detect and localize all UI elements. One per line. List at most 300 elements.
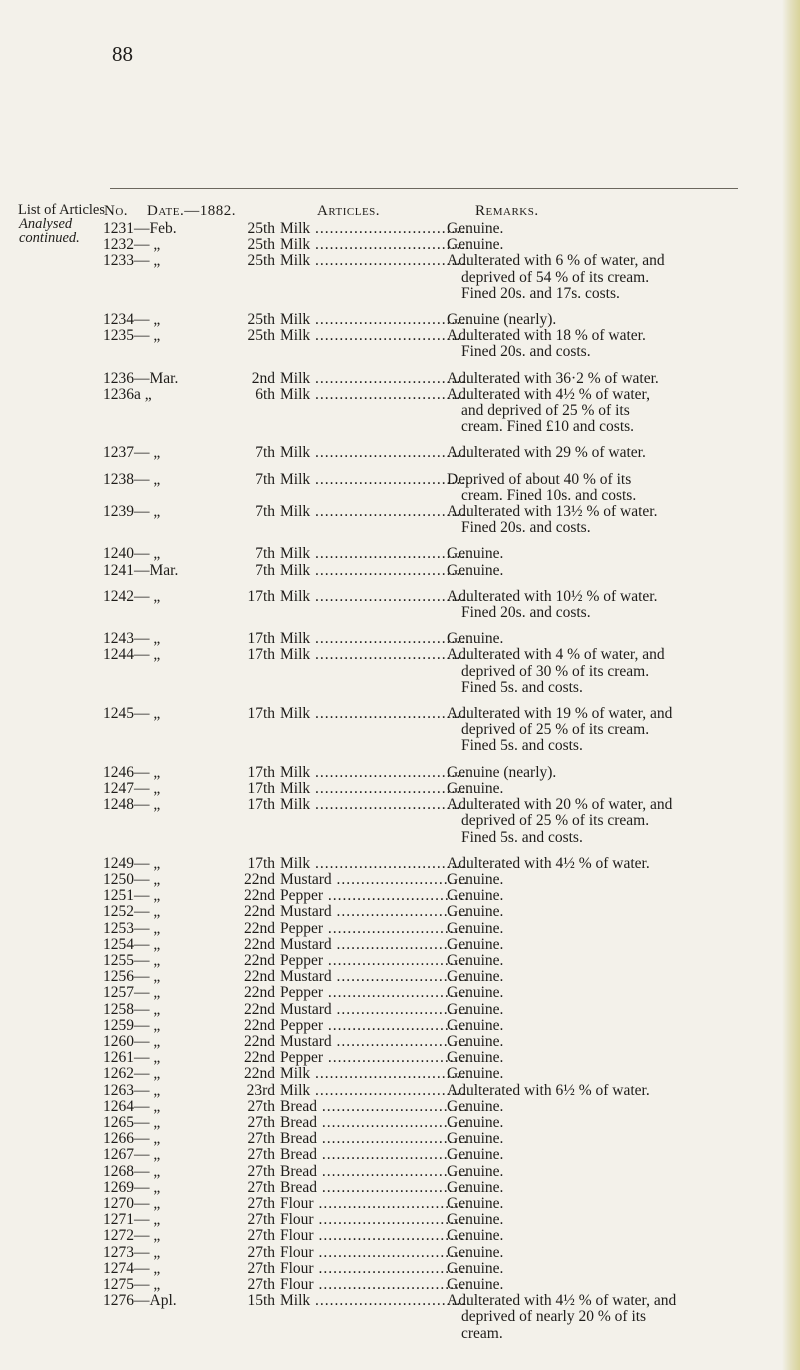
entry-day: 27th	[247, 1113, 275, 1131]
entry-day: 27th	[247, 1227, 275, 1245]
entry-number: 1269— „	[103, 1178, 161, 1196]
entry-article	[280, 371, 468, 387]
entry-day: 17th	[247, 796, 275, 814]
entry-number: 1247— „	[103, 779, 161, 797]
entry-row	[0, 953, 800, 969]
entry-remarks	[447, 371, 753, 387]
entry-number: 1243— „	[103, 630, 161, 648]
entry-day: 17th	[247, 779, 275, 797]
entry-day: 27th	[247, 1275, 275, 1293]
entry-remarks	[447, 1196, 753, 1212]
entry-article-label: Flour	[280, 1260, 314, 1277]
entry-remarks	[447, 706, 753, 755]
header-remarks: Remarks.	[475, 203, 539, 219]
entry-article	[280, 1066, 468, 1082]
entry-number: 1232— „	[103, 236, 161, 254]
entry-remarks	[447, 504, 753, 536]
entry-article-label: Milk	[280, 445, 311, 462]
entry-remarks-line: cream.	[461, 1324, 503, 1342]
entry-number: 1266— „	[103, 1130, 161, 1148]
header-no: No.	[104, 203, 129, 219]
entry-number: 1251— „	[103, 887, 161, 905]
entry-remarks-line: Adulterated with 4½ % of water,	[447, 385, 650, 403]
entry-row	[0, 888, 800, 904]
entry-article-label: Milk	[280, 1066, 311, 1083]
entry-remarks	[447, 312, 753, 328]
entry-article	[280, 872, 468, 888]
entry-article	[280, 253, 468, 269]
entry-day: 22nd	[244, 870, 275, 888]
entry-row	[0, 504, 800, 536]
entry-remarks-line: Fined 20s. and costs.	[461, 519, 591, 537]
entry-article-label: Milk	[280, 504, 311, 521]
entry-remarks	[447, 781, 753, 797]
entry-remarks-line: Genuine.	[447, 1178, 504, 1196]
entry-remarks-line: Adulterated with 29 % of water.	[447, 444, 646, 462]
entry-row	[0, 647, 800, 696]
entry-article-label: Milk	[280, 1293, 311, 1310]
entries-table	[0, 221, 800, 1342]
entry-article-label: Milk	[280, 588, 311, 605]
entry-article-label: Milk	[280, 312, 311, 329]
entry-article	[280, 1228, 468, 1244]
entry-article	[280, 1002, 468, 1018]
entry-day: 22nd	[244, 935, 275, 953]
entry-row	[0, 445, 800, 461]
entry-article	[280, 888, 468, 904]
entry-remarks-line: Adulterated with 4½ % of water, and	[447, 1292, 677, 1310]
entry-remarks-line: deprived of 30 % of its cream.	[461, 662, 650, 680]
entry-day: 27th	[247, 1162, 275, 1180]
entry-remarks	[447, 1228, 753, 1244]
entry-article-label: Flour	[280, 1276, 314, 1293]
entry-number: 1248— „	[103, 796, 161, 814]
entry-article	[280, 1245, 468, 1261]
entry-article	[280, 765, 468, 781]
entry-remarks-line: deprived of nearly 20 % of its	[461, 1308, 647, 1326]
entry-article	[280, 953, 468, 969]
top-rule	[110, 188, 738, 189]
entry-remarks	[447, 1066, 753, 1082]
entry-row	[0, 589, 800, 621]
entry-row	[0, 765, 800, 781]
entry-remarks	[447, 872, 753, 888]
entry-remarks-line: Genuine.	[447, 903, 504, 921]
entry-article-label: Bread	[280, 1131, 318, 1148]
entry-remarks	[447, 589, 753, 621]
entry-article	[280, 445, 468, 461]
entry-day: 7th	[255, 444, 275, 462]
entry-number: 1238— „	[103, 470, 161, 488]
entry-article-label: Bread	[280, 1163, 318, 1180]
entry-row	[0, 985, 800, 1001]
entry-row	[0, 1245, 800, 1261]
header-date: Date.—1882.	[147, 203, 236, 219]
entry-day: 2nd	[251, 369, 275, 387]
entry-article	[280, 472, 468, 488]
entry-row	[0, 1196, 800, 1212]
entry-number: 1249— „	[103, 854, 161, 872]
entry-article-label: Milk	[280, 780, 311, 797]
entry-remarks	[447, 253, 753, 302]
entry-row	[0, 237, 800, 253]
entry-article	[280, 1050, 468, 1066]
entry-remarks-line: Fined 20s. and 17s. costs.	[461, 284, 620, 302]
entry-article-label: Flour	[280, 1195, 314, 1212]
entry-remarks-line: Genuine.	[447, 951, 504, 969]
entry-article	[280, 1261, 468, 1277]
entry-day: 22nd	[244, 1016, 275, 1034]
entry-remarks-line: Genuine.	[447, 870, 504, 888]
entry-number: 1254— „	[103, 935, 161, 953]
entry-number: 1250— „	[103, 870, 161, 888]
entry-row	[0, 312, 800, 328]
entry-article-label: Flour	[280, 1228, 314, 1245]
entry-day: 25th	[247, 327, 275, 345]
entry-remarks	[447, 1018, 753, 1034]
entry-remarks-line: Genuine (nearly).	[447, 311, 557, 329]
entry-remarks	[447, 856, 753, 872]
entry-article	[280, 504, 468, 520]
entry-remarks-line: Adulterated with 10½ % of water.	[447, 587, 658, 605]
entry-row	[0, 1164, 800, 1180]
entry-remarks-line: Genuine.	[447, 220, 504, 237]
entry-day: 7th	[255, 545, 275, 563]
entry-row	[0, 1131, 800, 1147]
entry-day: 25th	[247, 311, 275, 329]
entry-article-label: Bread	[280, 1098, 318, 1115]
entry-remarks-line: deprived of 54 % of its cream.	[461, 268, 650, 286]
entry-number: 1255— „	[103, 951, 161, 969]
entry-remarks	[447, 797, 753, 846]
entry-row	[0, 1002, 800, 1018]
entry-remarks-line: cream. Fined £10 and costs.	[461, 418, 635, 436]
entry-day: 7th	[255, 561, 275, 579]
entry-article	[280, 1293, 468, 1309]
entry-remarks-line: Genuine.	[447, 968, 504, 986]
entry-remarks-line: and deprived of 25 % of its	[461, 402, 630, 420]
entry-article	[280, 1196, 468, 1212]
entry-remarks-line: Genuine.	[447, 1194, 504, 1212]
entry-article	[280, 985, 468, 1001]
entry-row	[0, 387, 800, 436]
entry-article-label: Milk	[280, 253, 311, 270]
entry-number: 1265— „	[103, 1113, 161, 1131]
entry-remarks-line: Genuine.	[447, 1049, 504, 1067]
entry-remarks	[447, 969, 753, 985]
entry-remarks	[447, 221, 753, 237]
entry-article	[280, 631, 468, 647]
entry-remarks	[447, 1277, 753, 1293]
entry-number: 1275— „	[103, 1275, 161, 1293]
entry-number: 1244— „	[103, 646, 161, 664]
entry-remarks	[447, 1099, 753, 1115]
entry-number: 1253— „	[103, 919, 161, 937]
entry-remarks-line: Deprived of about 40 % of its	[447, 470, 632, 488]
entry-row	[0, 1083, 800, 1099]
entry-remarks	[447, 1293, 753, 1342]
entry-remarks	[447, 472, 753, 504]
side-note-subtitle-1: Analysed	[19, 216, 73, 232]
entry-article	[280, 1018, 468, 1034]
entry-article-label: Milk	[280, 855, 311, 872]
entry-day: 22nd	[244, 919, 275, 937]
entry-remarks	[447, 1083, 753, 1099]
entry-remarks-line: Adulterated with 6½ % of water.	[447, 1081, 650, 1099]
entry-remarks-line: Genuine.	[447, 779, 504, 797]
entry-day: 27th	[247, 1194, 275, 1212]
entry-remarks-line: Genuine.	[447, 887, 504, 905]
entry-article-label: Bread	[280, 1147, 318, 1164]
entry-remarks-line: Genuine.	[447, 1130, 504, 1148]
entry-remarks	[447, 546, 753, 562]
entry-number: 1262— „	[103, 1065, 161, 1083]
entry-article-label: Pepper	[280, 920, 324, 937]
entry-number: 1233— „	[103, 252, 161, 270]
entry-remarks	[447, 1212, 753, 1228]
entry-article-label: Milk	[280, 370, 311, 387]
entry-article-label: Mustard	[280, 871, 332, 888]
entry-row	[0, 1277, 800, 1293]
entry-remarks-line: Genuine.	[447, 1211, 504, 1229]
entry-day: 25th	[247, 252, 275, 270]
entry-day: 25th	[247, 220, 275, 237]
entry-day: 27th	[247, 1243, 275, 1261]
entry-remarks	[447, 563, 753, 579]
entry-day: 27th	[247, 1259, 275, 1277]
entry-day: 22nd	[244, 1032, 275, 1050]
entry-article-label: Mustard	[280, 936, 332, 953]
entry-number: 1240— „	[103, 545, 161, 563]
entry-remarks-line: Adulterated with 19 % of water, and	[447, 705, 673, 723]
side-note-subtitle-2: continued.	[19, 230, 80, 246]
entry-number: 1274— „	[103, 1259, 161, 1277]
entry-remarks-line: Genuine.	[447, 630, 504, 648]
entry-remarks-line: deprived of 25 % of its cream.	[461, 721, 650, 739]
entry-article	[280, 1212, 468, 1228]
entry-row	[0, 1034, 800, 1050]
entry-article	[280, 969, 468, 985]
entry-row	[0, 1228, 800, 1244]
entry-row	[0, 969, 800, 985]
entry-remarks	[447, 328, 753, 360]
entry-remarks-line: Genuine.	[447, 561, 504, 579]
entry-remarks-line: Fined 5s. and costs.	[461, 737, 583, 755]
page-number: 88	[112, 42, 133, 66]
entry-row	[0, 706, 800, 755]
entry-article-label: Milk	[280, 237, 311, 254]
entry-number: 1236a „	[103, 385, 152, 403]
entry-article	[280, 387, 468, 403]
entry-row	[0, 221, 800, 237]
entry-number: 1263— „	[103, 1081, 161, 1099]
entry-day: 17th	[247, 763, 275, 781]
entry-article	[280, 1277, 468, 1293]
entry-row	[0, 472, 800, 504]
entry-article	[280, 1034, 468, 1050]
entry-article-label: Pepper	[280, 888, 324, 905]
entry-article	[280, 563, 468, 579]
entry-remarks	[447, 445, 753, 461]
entry-day: 17th	[247, 705, 275, 723]
entry-number: 1237— „	[103, 444, 161, 462]
entry-day: 27th	[247, 1130, 275, 1148]
entry-article-label: Pepper	[280, 952, 324, 969]
entry-row	[0, 921, 800, 937]
entry-remarks	[447, 1050, 753, 1066]
entry-day: 27th	[247, 1211, 275, 1229]
entry-remarks	[447, 937, 753, 953]
entry-day: 22nd	[244, 1049, 275, 1067]
entry-number: 1239— „	[103, 503, 161, 521]
entry-article	[280, 221, 468, 237]
entry-remarks	[447, 1115, 753, 1131]
entry-remarks	[447, 888, 753, 904]
entry-row	[0, 546, 800, 562]
entry-day: 27th	[247, 1178, 275, 1196]
entry-number: 1261— „	[103, 1049, 161, 1067]
entry-remarks-line: Genuine.	[447, 1065, 504, 1083]
entry-article-label: Pepper	[280, 1017, 324, 1034]
entry-remarks	[447, 1261, 753, 1277]
entry-remarks-line: Genuine.	[447, 1243, 504, 1261]
entry-article	[280, 312, 468, 328]
side-note-title: List of Articles	[18, 202, 105, 218]
entry-remarks-line: Genuine.	[447, 1275, 504, 1293]
entry-day: 6th	[255, 385, 275, 403]
entry-number: 1234— „	[103, 311, 161, 329]
entry-remarks-line: Genuine.	[447, 1227, 504, 1245]
entry-day: 22nd	[244, 887, 275, 905]
entry-row	[0, 631, 800, 647]
entry-article	[280, 589, 468, 605]
entry-day: 17th	[247, 854, 275, 872]
entry-remarks	[447, 1147, 753, 1163]
entry-day: 7th	[255, 470, 275, 488]
entry-article	[280, 1083, 468, 1099]
entry-remarks-line: Fined 5s. and costs.	[461, 828, 583, 846]
entry-article-label: Pepper	[280, 985, 324, 1002]
entry-remarks-line: Adulterated with 18 % of water.	[447, 327, 646, 345]
entry-remarks	[447, 765, 753, 781]
entry-article-label: Milk	[280, 546, 311, 563]
entry-article	[280, 904, 468, 920]
entry-day: 22nd	[244, 903, 275, 921]
entry-article	[280, 797, 468, 813]
entry-number: 1273— „	[103, 1243, 161, 1261]
entry-remarks	[447, 237, 753, 253]
entry-remarks	[447, 1180, 753, 1196]
entry-number: 1242— „	[103, 587, 161, 605]
entry-row	[0, 1212, 800, 1228]
entry-row	[0, 328, 800, 360]
header-articles: Articles.	[317, 203, 381, 219]
entry-number: 1259— „	[103, 1016, 161, 1034]
entry-row	[0, 1293, 800, 1342]
entry-article	[280, 647, 468, 663]
entry-remarks-line: Genuine (nearly).	[447, 763, 557, 781]
entry-number: 1264— „	[103, 1097, 161, 1115]
entry-article-label: Milk	[280, 221, 311, 237]
entry-remarks-line: Genuine.	[447, 1097, 504, 1115]
entry-article-label: Mustard	[280, 1033, 332, 1050]
entry-day: 23rd	[246, 1081, 275, 1099]
entry-remarks	[447, 1131, 753, 1147]
entry-number: 1256— „	[103, 968, 161, 986]
entry-row	[0, 1018, 800, 1034]
entry-number: 1252— „	[103, 903, 161, 921]
entry-row	[0, 872, 800, 888]
entry-remarks-line: Adulterated with 20 % of water, and	[447, 796, 673, 814]
entry-article-label: Milk	[280, 706, 311, 723]
entry-article-label: Milk	[280, 797, 311, 814]
entry-article	[280, 781, 468, 797]
entry-article-label: Milk	[280, 1082, 311, 1099]
entry-remarks	[447, 1034, 753, 1050]
entry-remarks	[447, 631, 753, 647]
entry-day: 22nd	[244, 984, 275, 1002]
entry-remarks-line: Adulterated with 6 % of water, and	[447, 252, 665, 270]
entry-article	[280, 1131, 468, 1147]
entry-row	[0, 1099, 800, 1115]
entry-remarks-line: Genuine.	[447, 1146, 504, 1164]
entry-remarks	[447, 953, 753, 969]
entry-remarks-line: Adulterated with 13½ % of water.	[447, 503, 658, 521]
entry-remarks	[447, 1245, 753, 1261]
entry-remarks-line: Adulterated with 4 % of water, and	[447, 646, 665, 664]
entry-article-label: Milk	[280, 631, 311, 648]
entry-row	[0, 1115, 800, 1131]
entry-article	[280, 1180, 468, 1196]
entry-remarks-line: deprived of 25 % of its cream.	[461, 812, 650, 830]
entry-remarks-line: Genuine.	[447, 545, 504, 563]
entry-row	[0, 781, 800, 797]
entry-day: 17th	[247, 630, 275, 648]
entry-article-label: Milk	[280, 386, 311, 403]
entry-remarks-line: Genuine.	[447, 1016, 504, 1034]
entry-article	[280, 328, 468, 344]
entry-day: 22nd	[244, 951, 275, 969]
entry-article-label: Pepper	[280, 1050, 324, 1067]
entry-row	[0, 1180, 800, 1196]
entry-number: 1258— „	[103, 1000, 161, 1018]
entry-number: 1268— „	[103, 1162, 161, 1180]
entry-number: 1267— „	[103, 1146, 161, 1164]
entry-day: 22nd	[244, 968, 275, 986]
entry-row	[0, 253, 800, 302]
entry-row	[0, 937, 800, 953]
entry-article-label: Milk	[280, 471, 311, 488]
entry-remarks-line: Genuine.	[447, 984, 504, 1002]
entry-article-label: Bread	[280, 1114, 318, 1131]
entry-row	[0, 904, 800, 920]
entry-row	[0, 797, 800, 846]
entry-remarks-line: Adulterated with 4½ % of water.	[447, 854, 650, 872]
entry-number: 1241—Mar.	[103, 561, 179, 579]
entry-remarks	[447, 1002, 753, 1018]
entry-article-label: Mustard	[280, 1001, 332, 1018]
entry-remarks	[447, 921, 753, 937]
entry-day: 27th	[247, 1097, 275, 1115]
entry-number: 1257— „	[103, 984, 161, 1002]
entry-remarks-line: Genuine.	[447, 919, 504, 937]
entry-article-label: Flour	[280, 1212, 314, 1229]
entry-number: 1272— „	[103, 1227, 161, 1245]
entry-row	[0, 1147, 800, 1163]
entry-remarks-line: cream. Fined 10s. and costs.	[461, 486, 637, 504]
entry-article	[280, 921, 468, 937]
entry-article	[280, 706, 468, 722]
